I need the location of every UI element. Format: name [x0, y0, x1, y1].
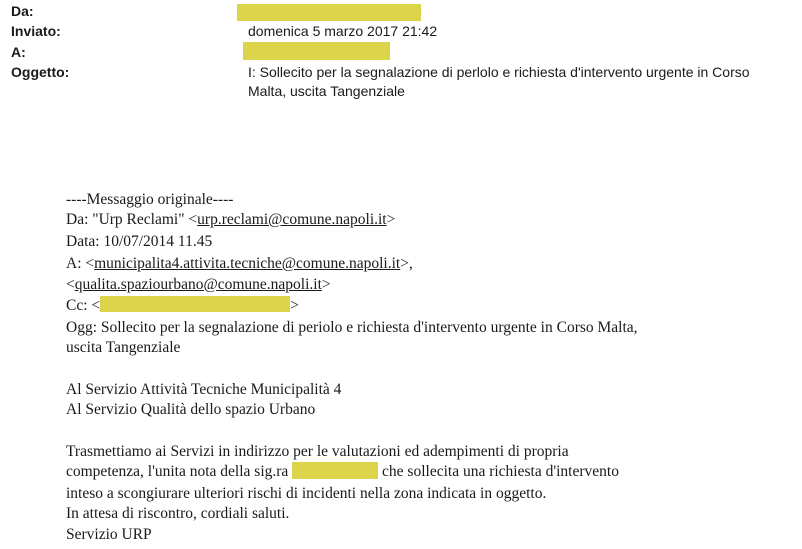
- original-subject-line-1: Ogg: Sollecito per la segnalazione di periolo e richiesta d'intervento urgente in Corso Malta,: [66, 319, 638, 336]
- subject-line-1: I: Sollecito per la segnalazione di perlolo e richiesta d'intervento urgente in Corso: [248, 64, 750, 80]
- addressee-2: Al Servizio Qualità dello spazio Urbano: [66, 401, 316, 418]
- original-from-suffix: >: [386, 211, 396, 228]
- paragraph-line-2-start: competenza, l'unita nota della sig.ra: [66, 463, 289, 480]
- original-from-email[interactable]: urp.reclami@comune.napoli.it: [197, 211, 387, 228]
- paragraph-line-2: [66, 462, 619, 482]
- to-redaction: [243, 42, 390, 60]
- original-from: [66, 210, 395, 230]
- original-to-prefix: A: <: [66, 255, 95, 272]
- original-subject-line-2: uscita Tangenziale: [66, 339, 181, 356]
- cc-redaction: [100, 296, 290, 312]
- name-redaction: [292, 462, 378, 479]
- from-redaction: [237, 4, 421, 21]
- original-to-email-2[interactable]: qualita.spaziourbano@comune.napoli.it: [74, 276, 322, 293]
- original-to-email-1[interactable]: municipalita4.attivita.tecniche@comune.napoli.it: [94, 255, 401, 272]
- to-label: A:: [11, 44, 26, 60]
- original-to-suffix-2: >: [321, 276, 331, 293]
- paragraph-line-1: Trasmettiamo ai Servizi in indirizzo per le valutazioni ed adempimenti di propria: [66, 443, 569, 460]
- original-date: Data: 10/07/2014 11.45: [66, 233, 213, 250]
- original-separator: ----Messaggio originale----: [66, 191, 234, 208]
- original-cc: [66, 296, 299, 316]
- original-cc-prefix: Cc: <: [66, 297, 101, 314]
- original-to: [66, 254, 413, 274]
- sent-label: Inviato:: [11, 23, 61, 39]
- addressee-1: Al Servizio Attività Tecniche Municipalità 4: [66, 381, 342, 398]
- original-to-prefix-2: <: [66, 276, 75, 293]
- signature: Servizio URP: [66, 526, 152, 543]
- closing-line: In attesa di riscontro, cordiali saluti.: [66, 505, 290, 522]
- original-to-suffix-1: >,: [400, 255, 413, 272]
- subject-label: Oggetto:: [11, 64, 70, 80]
- subject-line-2: Malta, uscita Tangenziale: [248, 83, 405, 99]
- original-to-2: [66, 275, 331, 295]
- sent-value: domenica 5 marzo 2017 21:42: [248, 23, 438, 39]
- from-label: Da:: [11, 3, 34, 19]
- paragraph-line-3: inteso a scongiurare ulteriori rischi di incidenti nella zona indicata in oggetto.: [66, 485, 547, 502]
- paragraph-line-2-end: che sollecita una richiesta d'intervento: [382, 463, 619, 480]
- original-from-prefix: Da: "Urp Reclami" <: [66, 211, 198, 228]
- original-cc-suffix: >: [290, 297, 299, 314]
